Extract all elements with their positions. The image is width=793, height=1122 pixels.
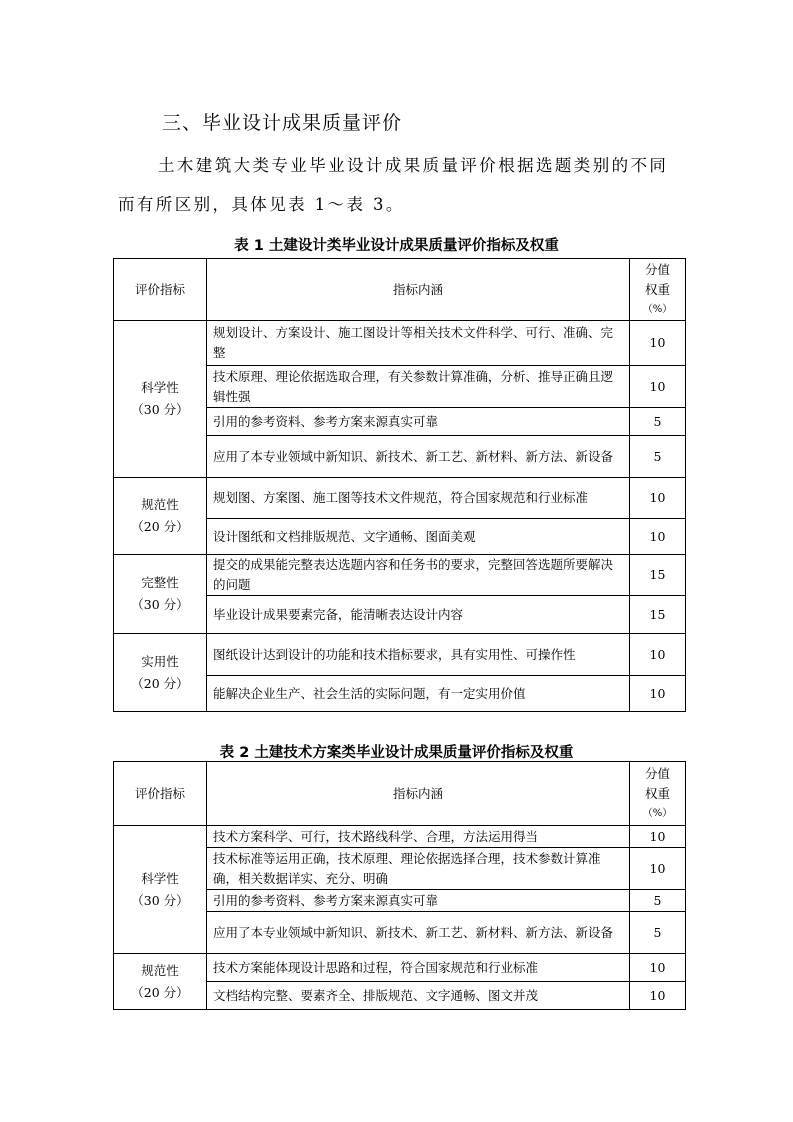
header-content: 指标内涵 <box>207 259 630 321</box>
header-weight-line1: 分值 <box>644 261 670 277</box>
indicator-points: （30 分） <box>131 597 189 612</box>
weight-cell: 10 <box>630 954 686 982</box>
section-heading: 三、毕业设计成果质量评价 <box>162 112 403 134</box>
weight-cell: 10 <box>630 366 686 408</box>
header-weight-line3: （%） <box>642 303 673 315</box>
weight-cell: 10 <box>630 321 686 366</box>
content-cell: 技术原理、理论依据选取合理，有关参数计算准确，分析、推导正确且逻辑性强 <box>207 366 630 408</box>
intro-paragraph: 土木建筑大类专业毕业设计成果质量评价根据选题类别的不同而有所区别，具体见表 1～表 3。 <box>118 156 669 214</box>
table-row <box>114 826 686 848</box>
weight-cell: 10 <box>630 634 686 676</box>
header-content: 指标内涵 <box>207 762 630 826</box>
indicator-name: 实用性 <box>141 653 179 669</box>
indicator-cell <box>114 478 207 555</box>
weight-cell: 5 <box>630 912 686 954</box>
content-cell: 图纸设计达到设计的功能和技术指标要求，具有实用性、可操作性 <box>207 634 630 676</box>
table-row <box>114 954 686 982</box>
indicator-name: 规范性 <box>141 962 179 978</box>
content-cell: 引用的参考资料、参考方案来源真实可靠 <box>207 890 630 912</box>
weight-cell: 15 <box>630 596 686 634</box>
content-cell: 规划设计、方案设计、施工图设计等相关技术文件科学、可行、准确、完整 <box>207 321 630 366</box>
table-row <box>114 478 686 519</box>
header-indicator: 评价指标 <box>114 259 207 321</box>
weight-cell: 10 <box>630 676 686 712</box>
indicator-name: 完整性 <box>141 575 179 590</box>
table2-header-row <box>114 762 686 826</box>
content-cell: 提交的成果能完整表达选题内容和任务书的要求，完整回答选题所要解决的问题 <box>207 555 630 596</box>
table2-caption: 表 2 土建技术方案类毕业设计成果质量评价指标及权重 <box>219 745 574 761</box>
weight-cell: 5 <box>630 890 686 912</box>
content-cell: 毕业设计成果要素完备，能清晰表达设计内容 <box>207 596 630 634</box>
content-cell: 应用了本专业领域中新知识、新技术、新工艺、新材料、新方法、新设备 <box>207 436 630 478</box>
weight-cell: 10 <box>630 478 686 519</box>
table1-header-row <box>114 259 686 321</box>
weight-cell: 10 <box>630 982 686 1010</box>
table1 <box>113 258 686 712</box>
weight-cell: 5 <box>630 436 686 478</box>
content-cell: 能解决企业生产、社会生活的实际问题，有一定实用价值 <box>207 676 630 712</box>
indicator-points: （30 分） <box>131 402 189 417</box>
weight-cell: 10 <box>630 826 686 848</box>
indicator-cell <box>114 954 207 1010</box>
weight-cell: 15 <box>630 555 686 596</box>
content-cell: 规划图、方案图、施工图等技术文件规范，符合国家规范和行业标准 <box>207 478 630 519</box>
table1-caption: 表 1 土建设计类毕业设计成果质量评价指标及权重 <box>234 238 559 254</box>
header-indicator: 评价指标 <box>114 762 207 826</box>
weight-cell: 5 <box>630 408 686 436</box>
content-cell: 文档结构完整、要素齐全、排版规范、文字通畅、图文并茂 <box>207 982 630 1010</box>
header-weight-line2: 权重 <box>644 785 670 801</box>
content-cell: 应用了本专业领域中新知识、新技术、新工艺、新材料、新方法、新设备 <box>207 912 630 954</box>
header-weight-line1: 分值 <box>644 765 670 781</box>
weight-cell: 10 <box>630 848 686 890</box>
table-row <box>114 555 686 596</box>
header-weight-line2: 权重 <box>644 281 670 297</box>
indicator-points: （20 分） <box>131 675 189 691</box>
content-cell: 设计图纸和文档排版规范、文字通畅、图面美观 <box>207 519 630 555</box>
weight-cell: 10 <box>630 519 686 555</box>
indicator-points: （20 分） <box>131 984 189 1000</box>
content-cell: 技术标准等运用正确，技术原理、理论依据选择合理，技术参数计算准确，相关数据详实、充分、明确 <box>207 848 630 890</box>
indicator-cell <box>114 826 207 954</box>
indicator-cell <box>114 321 207 478</box>
indicator-name: 规范性 <box>141 497 179 512</box>
table-row <box>114 634 686 676</box>
table-row <box>114 321 686 366</box>
indicator-points: （30 分） <box>131 892 189 908</box>
indicator-cell <box>114 634 207 712</box>
content-cell: 技术方案能体现设计思路和过程，符合国家规范和行业标准 <box>207 954 630 982</box>
header-weight <box>630 259 686 321</box>
content-cell: 引用的参考资料、参考方案来源真实可靠 <box>207 408 630 436</box>
indicator-name: 科学性 <box>141 870 179 886</box>
header-weight-line3: （%） <box>642 807 673 819</box>
header-weight <box>630 762 686 826</box>
indicator-cell <box>114 555 207 634</box>
content-cell: 技术方案科学、可行，技术路线科学、合理，方法运用得当 <box>207 826 630 848</box>
table2 <box>113 761 686 1010</box>
indicator-points: （20 分） <box>131 519 189 534</box>
indicator-name: 科学性 <box>141 380 179 395</box>
